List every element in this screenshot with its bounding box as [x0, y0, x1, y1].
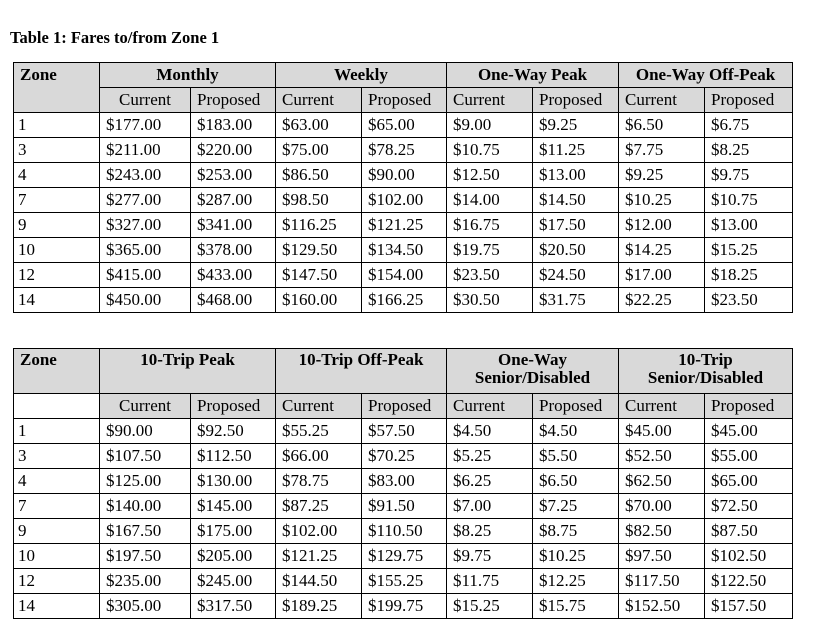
fare-cell: $23.50 [447, 263, 533, 288]
fare-cell: $55.25 [276, 419, 362, 444]
fare-cell: $110.50 [362, 519, 447, 544]
group-header [276, 349, 447, 394]
table-row [14, 163, 793, 188]
fare-cell: $9.25 [619, 163, 705, 188]
zone-cell: 10 [14, 544, 100, 569]
table-row [14, 113, 793, 138]
fare-cell: $243.00 [100, 163, 191, 188]
fare-cell: $121.25 [276, 544, 362, 569]
fare-cell: $57.50 [362, 419, 447, 444]
group-header-row [14, 349, 793, 394]
fare-cell: $13.00 [533, 163, 619, 188]
fare-cell: $10.25 [533, 544, 619, 569]
group-header-line: Senior/Disabled [647, 368, 764, 387]
fare-cell: $197.50 [100, 544, 191, 569]
group-header-line: 10-Trip Off-Peak [298, 350, 424, 369]
fare-cell: $130.00 [191, 469, 276, 494]
zone-cell: 1 [14, 419, 100, 444]
fare-cell: $189.25 [276, 594, 362, 619]
fare-cell: $8.25 [447, 519, 533, 544]
group-header: Weekly [276, 63, 447, 88]
fare-cell: $167.50 [100, 519, 191, 544]
zone-cell: 14 [14, 288, 100, 313]
proposed-header: Proposed [705, 394, 793, 419]
fare-cell: $24.50 [533, 263, 619, 288]
zone-header: Zone [14, 63, 100, 113]
fare-cell: $10.75 [705, 188, 793, 213]
fare-cell: $65.00 [362, 113, 447, 138]
proposed-header: Proposed [362, 88, 447, 113]
fare-cell: $72.50 [705, 494, 793, 519]
fare-cell: $66.00 [276, 444, 362, 469]
fare-cell: $87.50 [705, 519, 793, 544]
proposed-header: Proposed [191, 88, 276, 113]
fare-cell: $5.25 [447, 444, 533, 469]
zone-cell: 12 [14, 569, 100, 594]
fare-cell: $116.25 [276, 213, 362, 238]
zone-cell: 10 [14, 238, 100, 263]
fare-cell: $7.75 [619, 138, 705, 163]
fare-cell: $10.75 [447, 138, 533, 163]
fare-cell: $220.00 [191, 138, 276, 163]
current-header: Current [276, 88, 362, 113]
fare-cell: $253.00 [191, 163, 276, 188]
fare-cell: $78.75 [276, 469, 362, 494]
fare-cell: $12.25 [533, 569, 619, 594]
fare-cell: $55.00 [705, 444, 793, 469]
group-header [100, 349, 276, 394]
table-row [14, 288, 793, 313]
table-row [14, 569, 793, 594]
fare-cell: $9.25 [533, 113, 619, 138]
table-row [14, 544, 793, 569]
fare-cell: $415.00 [100, 263, 191, 288]
fare-cell: $317.50 [191, 594, 276, 619]
proposed-header: Proposed [533, 394, 619, 419]
fare-cell: $9.00 [447, 113, 533, 138]
fare-cell: $8.75 [533, 519, 619, 544]
fare-cell: $15.75 [533, 594, 619, 619]
proposed-header: Proposed [533, 88, 619, 113]
fare-cell: $14.25 [619, 238, 705, 263]
fare-cell: $155.25 [362, 569, 447, 594]
fare-cell: $63.00 [276, 113, 362, 138]
table-row [14, 238, 793, 263]
fare-cell: $4.50 [533, 419, 619, 444]
fare-cell: $6.75 [705, 113, 793, 138]
zone-cell: 1 [14, 113, 100, 138]
fare-cell: $107.50 [100, 444, 191, 469]
zone-cell: 3 [14, 444, 100, 469]
fare-cell: $86.50 [276, 163, 362, 188]
fare-cell: $468.00 [191, 288, 276, 313]
fare-cell: $90.00 [362, 163, 447, 188]
proposed-header: Proposed [191, 394, 276, 419]
fare-cell: $305.00 [100, 594, 191, 619]
zone-subheader-blank [14, 394, 100, 419]
fare-cell: $245.00 [191, 569, 276, 594]
fare-cell: $15.25 [705, 238, 793, 263]
fare-cell: $4.50 [447, 419, 533, 444]
fare-cell: $122.50 [705, 569, 793, 594]
fare-cell: $5.50 [533, 444, 619, 469]
table-row [14, 494, 793, 519]
fare-cell: $9.75 [705, 163, 793, 188]
fare-cell: $6.50 [533, 469, 619, 494]
group-header-line: One-Way [498, 350, 567, 369]
fare-cell: $18.25 [705, 263, 793, 288]
fare-cell: $23.50 [705, 288, 793, 313]
fare-cell: $92.50 [191, 419, 276, 444]
table-row [14, 138, 793, 163]
fare-cell: $70.00 [619, 494, 705, 519]
fare-cell: $8.25 [705, 138, 793, 163]
zone-header: Zone [14, 349, 100, 394]
fare-cell: $7.25 [533, 494, 619, 519]
fare-cell: $152.50 [619, 594, 705, 619]
table-row [14, 213, 793, 238]
proposed-header: Proposed [705, 88, 793, 113]
fare-cell: $62.50 [619, 469, 705, 494]
table-row [14, 419, 793, 444]
fare-cell: $341.00 [191, 213, 276, 238]
zone-cell: 14 [14, 594, 100, 619]
fare-cell: $102.00 [276, 519, 362, 544]
proposed-header: Proposed [362, 394, 447, 419]
fare-cell: $82.50 [619, 519, 705, 544]
fare-cell: $129.75 [362, 544, 447, 569]
table-row [14, 469, 793, 494]
fare-cell: $14.00 [447, 188, 533, 213]
fare-cell: $365.00 [100, 238, 191, 263]
fare-cell: $91.50 [362, 494, 447, 519]
fare-cell: $117.50 [619, 569, 705, 594]
table-row [14, 519, 793, 544]
fare-cell: $45.00 [619, 419, 705, 444]
fare-cell: $11.25 [533, 138, 619, 163]
fare-cell: $19.75 [447, 238, 533, 263]
fare-cell: $102.50 [705, 544, 793, 569]
fare-cell: $433.00 [191, 263, 276, 288]
table-row [14, 263, 793, 288]
zone-cell: 4 [14, 163, 100, 188]
fare-cell: $65.00 [705, 469, 793, 494]
group-header: One-Way Off-Peak [619, 63, 793, 88]
fare-cell: $6.25 [447, 469, 533, 494]
fare-cell: $12.00 [619, 213, 705, 238]
fare-cell: $144.50 [276, 569, 362, 594]
fare-cell: $134.50 [362, 238, 447, 263]
fare-cell: $10.25 [619, 188, 705, 213]
fare-cell: $145.00 [191, 494, 276, 519]
zone-cell: 7 [14, 188, 100, 213]
fare-cell: $211.00 [100, 138, 191, 163]
fare-cell: $90.00 [100, 419, 191, 444]
fare-cell: $129.50 [276, 238, 362, 263]
fare-cell: $14.50 [533, 188, 619, 213]
zone-cell: 7 [14, 494, 100, 519]
group-header-line: Senior/Disabled [474, 368, 591, 387]
fare-cell: $52.50 [619, 444, 705, 469]
fare-cell: $450.00 [100, 288, 191, 313]
current-header: Current [619, 88, 705, 113]
fare-cell: $75.00 [276, 138, 362, 163]
current-header: Current [100, 394, 191, 419]
group-header: One-Way Peak [447, 63, 619, 88]
fares-table-2 [13, 348, 793, 619]
fare-cell: $83.00 [362, 469, 447, 494]
table-caption: Table 1: Fares to/from Zone 1 [10, 28, 220, 47]
current-header: Current [276, 394, 362, 419]
group-header-row [14, 63, 793, 88]
fare-cell: $121.25 [362, 213, 447, 238]
fare-cell: $12.50 [447, 163, 533, 188]
fare-cell: $22.25 [619, 288, 705, 313]
fare-cell: $6.50 [619, 113, 705, 138]
fare-cell: $13.00 [705, 213, 793, 238]
fare-cell: $166.25 [362, 288, 447, 313]
fare-cell: $102.00 [362, 188, 447, 213]
fare-cell: $9.75 [447, 544, 533, 569]
fare-cell: $11.75 [447, 569, 533, 594]
sub-header-row [14, 88, 793, 113]
fare-cell: $97.50 [619, 544, 705, 569]
table-row [14, 444, 793, 469]
fare-cell: $175.00 [191, 519, 276, 544]
fare-cell: $87.25 [276, 494, 362, 519]
table-row [14, 594, 793, 619]
zone-cell: 9 [14, 213, 100, 238]
fare-cell: $78.25 [362, 138, 447, 163]
fare-cell: $20.50 [533, 238, 619, 263]
fare-cell: $17.50 [533, 213, 619, 238]
group-header-line: 10-Trip [678, 350, 733, 369]
zone-cell: 3 [14, 138, 100, 163]
fares-table-1 [13, 62, 793, 313]
sub-header-row [14, 394, 793, 419]
fare-cell: $157.50 [705, 594, 793, 619]
fare-cell: $17.00 [619, 263, 705, 288]
fare-cell: $30.50 [447, 288, 533, 313]
fare-cell: $16.75 [447, 213, 533, 238]
current-header: Current [447, 88, 533, 113]
fare-cell: $277.00 [100, 188, 191, 213]
group-header [447, 349, 619, 394]
fare-cell: $235.00 [100, 569, 191, 594]
fare-cell: $147.50 [276, 263, 362, 288]
table-row [14, 188, 793, 213]
group-header-line: 10-Trip Peak [140, 350, 235, 369]
group-header [619, 349, 793, 394]
fare-cell: $112.50 [191, 444, 276, 469]
fare-cell: $31.75 [533, 288, 619, 313]
fare-cell: $140.00 [100, 494, 191, 519]
fare-cell: $15.25 [447, 594, 533, 619]
fare-cell: $7.00 [447, 494, 533, 519]
group-header: Monthly [100, 63, 276, 88]
current-header: Current [100, 88, 191, 113]
zone-cell: 4 [14, 469, 100, 494]
fare-cell: $378.00 [191, 238, 276, 263]
current-header: Current [447, 394, 533, 419]
current-header: Current [619, 394, 705, 419]
fare-cell: $199.75 [362, 594, 447, 619]
fare-cell: $205.00 [191, 544, 276, 569]
zone-cell: 9 [14, 519, 100, 544]
fare-cell: $125.00 [100, 469, 191, 494]
fare-cell: $45.00 [705, 419, 793, 444]
zone-cell: 12 [14, 263, 100, 288]
fare-cell: $98.50 [276, 188, 362, 213]
fare-cell: $287.00 [191, 188, 276, 213]
fare-cell: $327.00 [100, 213, 191, 238]
fare-cell: $177.00 [100, 113, 191, 138]
fare-cell: $183.00 [191, 113, 276, 138]
fare-cell: $160.00 [276, 288, 362, 313]
fare-cell: $154.00 [362, 263, 447, 288]
fare-cell: $70.25 [362, 444, 447, 469]
